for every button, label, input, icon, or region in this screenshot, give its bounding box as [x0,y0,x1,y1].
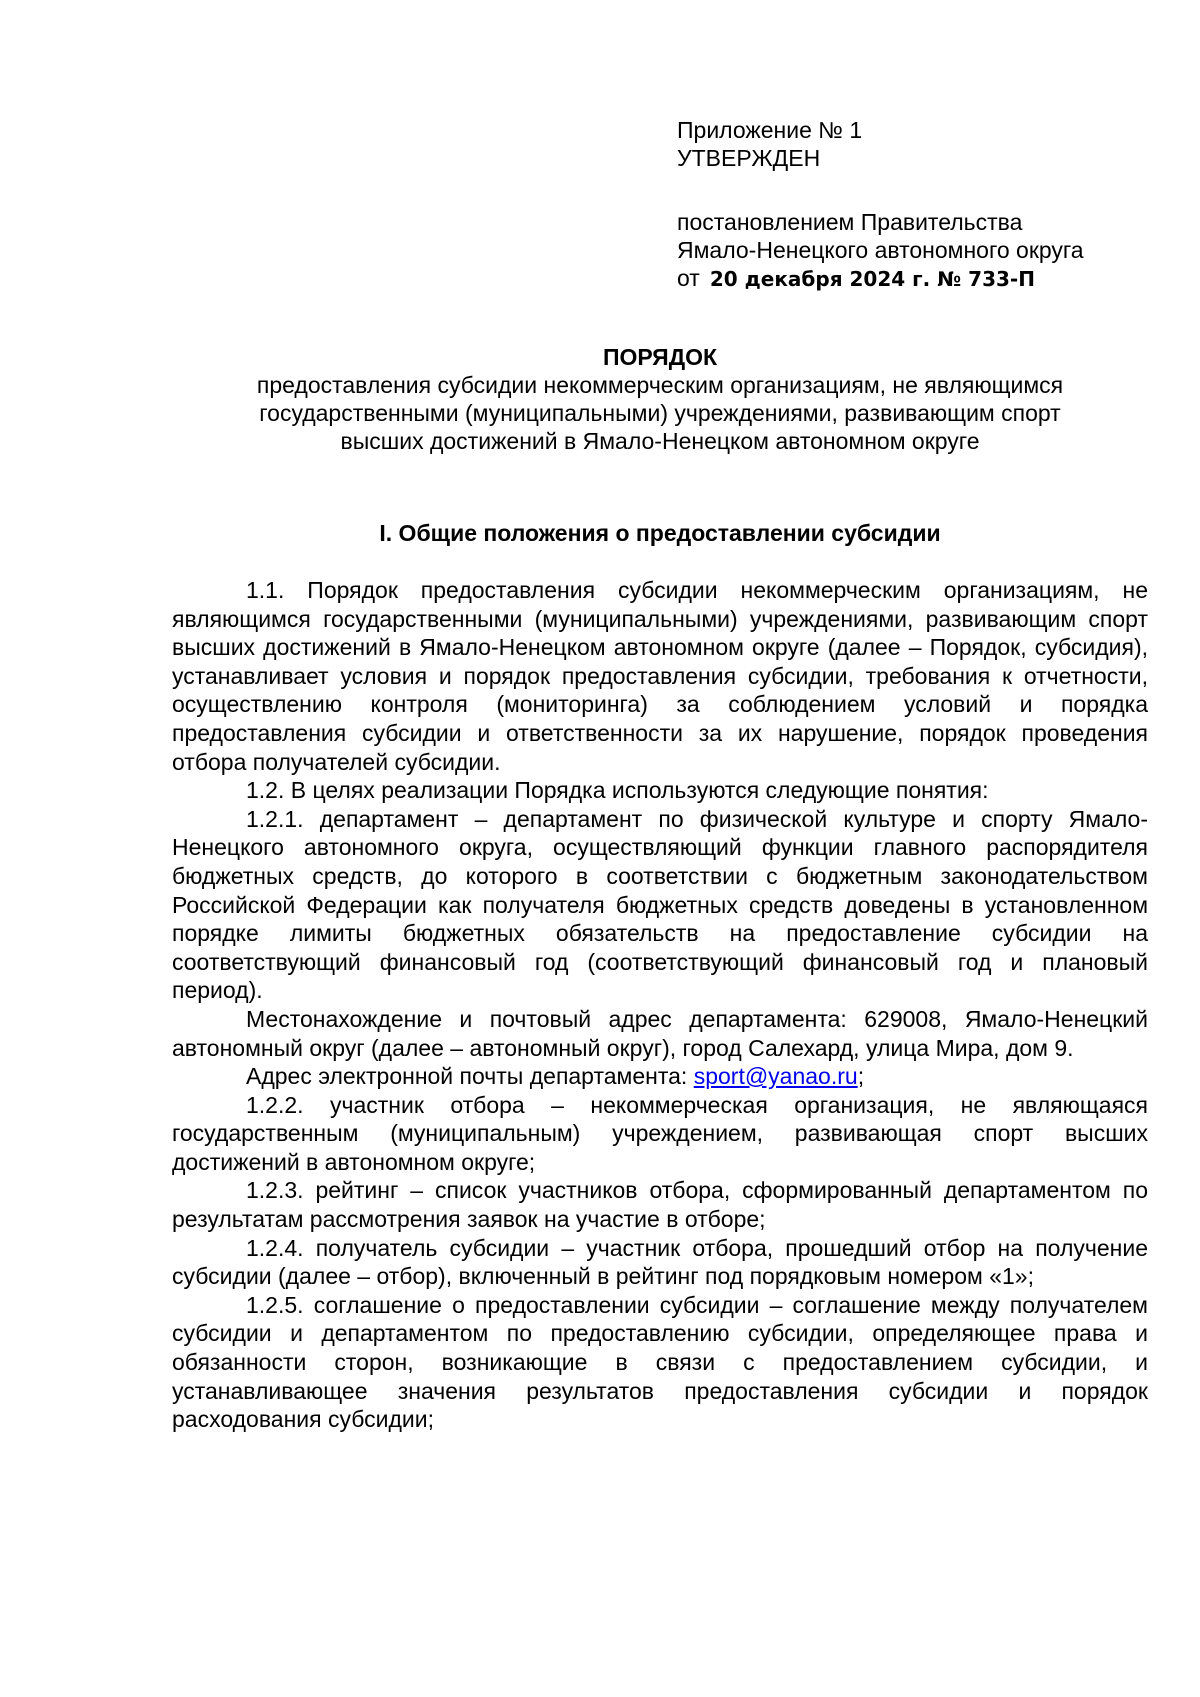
paragraph-location: Местонахождение и почтовый адрес департамента: 629008, Ямало-Ненецкий автономный округ (далее – автономный округ), город Салехард, улица Мира, дом 9. [172,1005,1148,1061]
decree-date-number: 20 декабря 2024 г. № 733-П [709,267,1035,291]
document-body [172,576,1148,1434]
paragraph-email [172,1062,1148,1091]
email-link[interactable]: sport@yanao.ru [693,1063,858,1090]
approval-block [677,116,1177,293]
approval-region: Ямало-Ненецкого автономного округа [677,237,1084,263]
appendix-number: Приложение № 1 [677,117,863,143]
email-prefix: Адрес электронной почты департамента: [246,1063,694,1090]
paragraph-1-1: 1.1. Порядок предоставления субсидии некоммерческим организациям, не являющимся государственными (муниципальными) учреждениями, развивающим спорт высших достижений в Ямало-Ненецком автономном округе (далее – Порядок, субсидия), устанавливает условия и порядок предоставления субсидии, требования к отчетности, осуществлению контроля (мониторинга) за соблюдением условий и порядка предоставления субсидии и ответственности за их нарушение, порядок проведения отбора получателей субсидии. [172,577,1148,775]
paragraph-1-2-1: 1.2.1. департамент – департамент по физической культуре и спорту Ямало-Ненецкого автономного округа, осуществляющий функции главного распорядителя бюджетных средств, до которого в соответствии с бюджетным законодательством Российской Федерации как получателя бюджетных средств доведены в установленном порядке лимиты бюджетных обязательств на предоставление субсидии на соответствующий финансовый год (соответствующий финансовый год и плановый период). [172,805,1148,1004]
paragraph-1-2: 1.2. В целях реализации Порядка используются следующие понятия: [246,777,989,804]
approval-date-line [677,264,1177,293]
paragraph-1-2-5: 1.2.5. соглашение о предоставлении субсидии – соглашение между получателем субсидии и департаментом по предоставлению субсидии, определяющее права и обязанности сторон, возникающие в связи с предоставлением субсидии, и устанавливающее значения результатов предоставления субсидии и порядок расходования субсидии; [172,1291,1148,1433]
paragraph-1-2-3: 1.2.3. рейтинг – список участников отбора, сформированный департаментом по результатам рассмотрения заявок на участие в отборе; [172,1177,1148,1233]
paragraph-1-2-2: 1.2.2. участник отбора – некоммерческая организация, не являющаяся государственным (муниципальным) учреждением, развивающая спорт высших достижений в автономном округе; [172,1091,1148,1175]
approval-gap [677,172,1177,208]
document-title-block [172,343,1148,455]
title-line-2: государственными (муниципальными) учреждениями, развивающим спорт [259,400,1061,426]
document-title: ПОРЯДОК [602,344,718,370]
section-heading: I. Общие положения о предоставлении субсидии [379,520,941,546]
approval-authority: постановлением Правительства [677,209,1023,235]
title-line-3: высших достижений в Ямало-Ненецком автономном округе [340,428,980,454]
title-line-1: предоставления субсидии некоммерческим организациям, не являющимся [256,372,1064,398]
date-prefix: от [677,265,700,291]
approved-label: УТВЕРЖДЕН [677,145,821,171]
paragraph-1-2-4: 1.2.4. получатель субсидии – участник отбора, прошедший отбор на получение субсидии (далее – отбор), включенный в рейтинг под порядковым номером «1»; [172,1234,1148,1290]
email-suffix: ; [857,1063,865,1090]
